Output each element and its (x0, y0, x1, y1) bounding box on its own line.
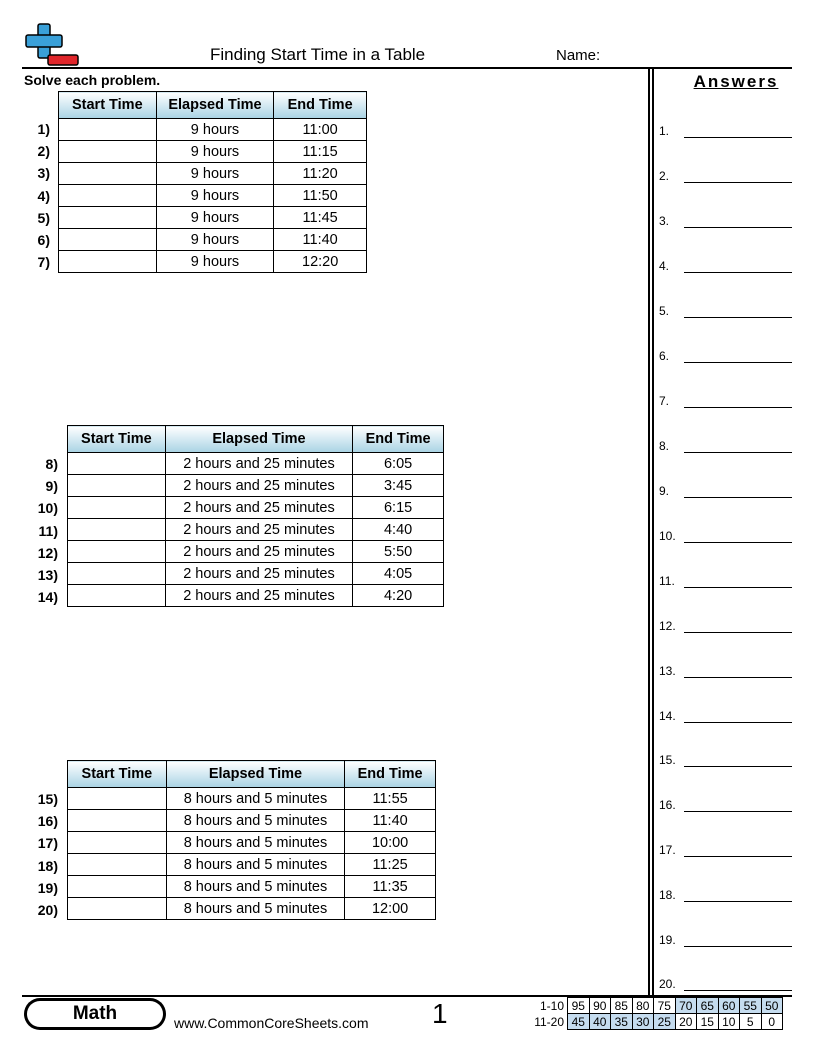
elapsed-time-cell: 8 hours and 5 minutes (166, 788, 344, 810)
end-time-cell: 5:50 (353, 541, 444, 563)
end-time-cell: 11:40 (274, 229, 367, 251)
column-header-start-time: Start Time (59, 92, 157, 119)
table-row (68, 497, 444, 519)
answer-blank[interactable] (684, 677, 792, 678)
elapsed-time-cell: 2 hours and 25 minutes (165, 541, 352, 563)
question-number: 18) (37, 857, 58, 874)
column-header-end-time: End Time (353, 426, 444, 453)
answer-number: 1. (659, 124, 670, 138)
question-numbers (22, 453, 58, 608)
answer-column-divider (648, 68, 650, 996)
score-cell: 50 (761, 998, 783, 1014)
answer-number: 6. (659, 349, 670, 363)
elapsed-time-cell: 8 hours and 5 minutes (166, 854, 344, 876)
answer-number: 11. (659, 574, 675, 588)
answer-row (659, 345, 793, 363)
question-number: 9) (45, 478, 58, 495)
elapsed-time-cell: 9 hours (156, 251, 274, 273)
question-number: 10) (37, 500, 58, 517)
score-cell: 95 (568, 998, 590, 1014)
problem-table-2 (67, 425, 444, 607)
table-row (59, 163, 367, 185)
website-link: www.CommonCoreSheets.com (174, 1015, 369, 1031)
answer-blank[interactable] (684, 407, 792, 408)
answer-number: 17. (659, 843, 676, 857)
elapsed-time-cell: 2 hours and 25 minutes (165, 585, 352, 607)
answer-blank[interactable] (684, 317, 792, 318)
end-time-cell: 4:05 (353, 563, 444, 585)
table-row (68, 585, 444, 607)
question-number: 20) (37, 901, 58, 918)
answer-number: 10. (659, 529, 676, 543)
elapsed-time-cell: 2 hours and 25 minutes (165, 453, 352, 475)
end-time-cell: 12:00 (345, 898, 436, 920)
score-cell: 30 (632, 1014, 654, 1030)
question-number: 6) (37, 231, 50, 248)
answer-row (659, 570, 793, 588)
elapsed-time-cell: 9 hours (156, 207, 274, 229)
start-time-answer-cell[interactable] (59, 185, 157, 207)
start-time-answer-cell[interactable] (68, 585, 166, 607)
score-row (528, 1014, 783, 1030)
elapsed-time-cell: 9 hours (156, 229, 274, 251)
score-cell: 0 (761, 1014, 783, 1030)
end-time-cell: 10:00 (345, 832, 436, 854)
answer-row (659, 705, 793, 723)
end-time-cell: 4:20 (353, 585, 444, 607)
score-cell: 90 (589, 998, 611, 1014)
answer-blank[interactable] (684, 272, 792, 273)
score-cell: 5 (740, 1014, 762, 1030)
column-header-end-time: End Time (274, 92, 367, 119)
answer-row (659, 839, 793, 857)
question-number: 16) (37, 813, 58, 830)
answer-row (659, 435, 793, 453)
answer-number: 8. (659, 439, 670, 453)
question-number: 13) (37, 566, 58, 583)
table-row (59, 185, 367, 207)
question-number: 2) (37, 143, 50, 160)
answer-number: 19. (659, 933, 676, 947)
table-row (68, 541, 444, 563)
question-number: 5) (37, 209, 50, 226)
end-time-cell: 11:40 (345, 810, 436, 832)
answer-blank[interactable] (684, 766, 792, 767)
elapsed-time-cell: 9 hours (156, 185, 274, 207)
start-time-answer-cell[interactable] (59, 251, 157, 273)
answer-row (659, 390, 793, 408)
end-time-cell: 11:45 (274, 207, 367, 229)
answer-number: 16. (659, 798, 676, 812)
question-number: 4) (37, 187, 50, 204)
elapsed-time-cell: 2 hours and 25 minutes (165, 563, 352, 585)
answer-row (659, 929, 793, 947)
score-cell: 60 (718, 998, 740, 1014)
commoncoresheets-logo-icon (24, 22, 80, 68)
problem-table-1 (58, 91, 367, 273)
score-cell: 10 (718, 1014, 740, 1030)
start-time-answer-cell[interactable] (68, 788, 167, 810)
answer-number: 5. (659, 304, 670, 318)
start-time-answer-cell[interactable] (68, 832, 167, 854)
elapsed-time-cell: 2 hours and 25 minutes (165, 519, 352, 541)
table-row (59, 251, 367, 273)
start-time-answer-cell[interactable] (59, 207, 157, 229)
score-table (528, 997, 783, 1030)
answer-number: 4. (659, 259, 670, 273)
question-numbers (22, 788, 58, 921)
end-time-cell: 4:40 (353, 519, 444, 541)
elapsed-time-cell: 9 hours (156, 119, 274, 141)
end-time-cell: 11:00 (274, 119, 367, 141)
answer-row (659, 255, 793, 273)
table-row (68, 788, 436, 810)
table-row (59, 207, 367, 229)
question-number: 14) (37, 589, 58, 606)
start-time-answer-cell[interactable] (68, 519, 166, 541)
score-cell: 55 (740, 998, 762, 1014)
answer-blank[interactable] (684, 227, 792, 228)
question-number: 15) (37, 791, 58, 807)
start-time-answer-cell[interactable] (68, 541, 166, 563)
answer-number: 14. (659, 709, 676, 723)
answer-blank[interactable] (684, 811, 792, 812)
start-time-answer-cell[interactable] (68, 497, 166, 519)
answer-blank[interactable] (684, 497, 792, 498)
answer-number: 9. (659, 484, 670, 498)
answer-number: 18. (659, 888, 676, 902)
table-row (59, 119, 367, 141)
start-time-answer-cell[interactable] (59, 141, 157, 163)
score-cell: 20 (675, 1014, 697, 1030)
answer-blank[interactable] (684, 542, 792, 543)
answer-blank[interactable] (684, 632, 792, 633)
header-divider (22, 67, 792, 69)
answer-row (659, 660, 793, 678)
answer-blank[interactable] (684, 452, 792, 453)
name-label: Name: (556, 47, 601, 64)
answer-blank[interactable] (684, 182, 792, 183)
table-row (68, 563, 444, 585)
end-time-cell: 12:20 (274, 251, 367, 273)
score-cell: 65 (697, 998, 719, 1014)
start-time-answer-cell[interactable] (68, 475, 166, 497)
page-number: 1 (432, 998, 448, 1029)
score-cell: 45 (568, 1014, 590, 1030)
score-cell: 75 (654, 998, 676, 1014)
end-time-cell: 3:45 (353, 475, 444, 497)
end-time-cell: 6:15 (353, 497, 444, 519)
answer-number: 2. (659, 169, 670, 183)
elapsed-time-cell: 8 hours and 5 minutes (166, 898, 344, 920)
score-cell: 40 (589, 1014, 611, 1030)
elapsed-time-cell: 8 hours and 5 minutes (166, 832, 344, 854)
answer-number: 13. (659, 664, 676, 678)
answer-blank[interactable] (684, 990, 792, 991)
answer-number: 20. (659, 977, 676, 991)
column-header-start-time: Start Time (68, 426, 166, 453)
end-time-cell: 11:50 (274, 185, 367, 207)
answer-blank[interactable] (684, 946, 792, 947)
answer-row (659, 973, 793, 991)
answer-number: 3. (659, 214, 670, 228)
answer-row (659, 300, 793, 318)
answer-blank[interactable] (684, 587, 792, 588)
answer-number: 7. (659, 394, 670, 408)
score-cell: 35 (611, 1014, 633, 1030)
table-row (68, 453, 444, 475)
end-time-cell: 11:55 (345, 788, 436, 810)
column-header-elapsed-time: Elapsed Time (156, 92, 274, 119)
answer-blank[interactable] (684, 362, 792, 363)
answer-row (659, 525, 793, 543)
column-header-elapsed-time: Elapsed Time (166, 761, 344, 788)
score-row-label: 11-20 (534, 1014, 564, 1029)
end-time-cell: 11:15 (274, 141, 367, 163)
answer-column-divider (652, 68, 654, 996)
start-time-answer-cell[interactable] (59, 119, 157, 141)
answer-blank[interactable] (684, 856, 792, 857)
elapsed-time-cell: 9 hours (156, 163, 274, 185)
elapsed-time-cell: 2 hours and 25 minutes (165, 497, 352, 519)
score-cell: 80 (632, 998, 654, 1014)
subject-badge (24, 998, 166, 1030)
start-time-answer-cell[interactable] (68, 810, 167, 832)
elapsed-time-cell: 9 hours (156, 141, 274, 163)
start-time-answer-cell[interactable] (68, 898, 167, 920)
table-row (68, 898, 436, 920)
answer-row (659, 749, 793, 767)
end-time-cell: 11:20 (274, 163, 367, 185)
answer-blank[interactable] (684, 901, 792, 902)
answer-row (659, 480, 793, 498)
answer-row (659, 165, 793, 183)
column-header-end-time: End Time (345, 761, 436, 788)
start-time-answer-cell[interactable] (68, 854, 167, 876)
table-row (59, 141, 367, 163)
answer-row (659, 794, 793, 812)
start-time-answer-cell[interactable] (68, 453, 166, 475)
score-cell: 25 (654, 1014, 676, 1030)
table-row (68, 832, 436, 854)
end-time-cell: 11:25 (345, 854, 436, 876)
score-row-label: 1-10 (539, 998, 564, 1013)
answer-number: 15. (659, 753, 676, 767)
answer-row (659, 884, 793, 902)
instructions: Solve each problem. (24, 72, 161, 88)
start-time-answer-cell[interactable] (68, 876, 167, 898)
answer-row (659, 615, 793, 633)
answers-title: Answers (693, 72, 779, 91)
start-time-answer-cell[interactable] (59, 163, 157, 185)
elapsed-time-cell: 2 hours and 25 minutes (165, 475, 352, 497)
answer-number: 12. (659, 619, 676, 633)
elapsed-time-cell: 8 hours and 5 minutes (166, 810, 344, 832)
column-header-start-time: Start Time (68, 761, 167, 788)
question-number: 12) (37, 544, 58, 561)
table-row (68, 810, 436, 832)
answer-row (659, 120, 793, 138)
question-number: 11) (38, 522, 58, 539)
score-row (528, 998, 783, 1014)
question-number: 19) (37, 879, 58, 896)
table-row (68, 854, 436, 876)
question-number: 7) (37, 254, 50, 271)
question-numbers (22, 118, 50, 273)
start-time-answer-cell[interactable] (68, 563, 166, 585)
score-cell: 70 (675, 998, 697, 1014)
answer-blank[interactable] (684, 722, 792, 723)
page-title: Finding Start Time in a Table (210, 45, 426, 64)
answer-blank[interactable] (684, 137, 792, 138)
elapsed-time-cell: 8 hours and 5 minutes (166, 876, 344, 898)
end-time-cell: 11:35 (345, 876, 436, 898)
end-time-cell: 6:05 (353, 453, 444, 475)
answer-row (659, 210, 793, 228)
problem-table-3 (67, 760, 436, 920)
question-number: 3) (37, 165, 50, 182)
question-number: 1) (37, 121, 50, 137)
table-row (68, 876, 436, 898)
subject-label: Math (27, 1001, 163, 1027)
table-row (68, 519, 444, 541)
question-number: 8) (45, 456, 58, 472)
score-cell: 85 (611, 998, 633, 1014)
column-header-elapsed-time: Elapsed Time (165, 426, 352, 453)
table-row (68, 475, 444, 497)
question-number: 17) (37, 835, 58, 852)
start-time-answer-cell[interactable] (59, 229, 157, 251)
table-row (59, 229, 367, 251)
score-cell: 15 (697, 1014, 719, 1030)
